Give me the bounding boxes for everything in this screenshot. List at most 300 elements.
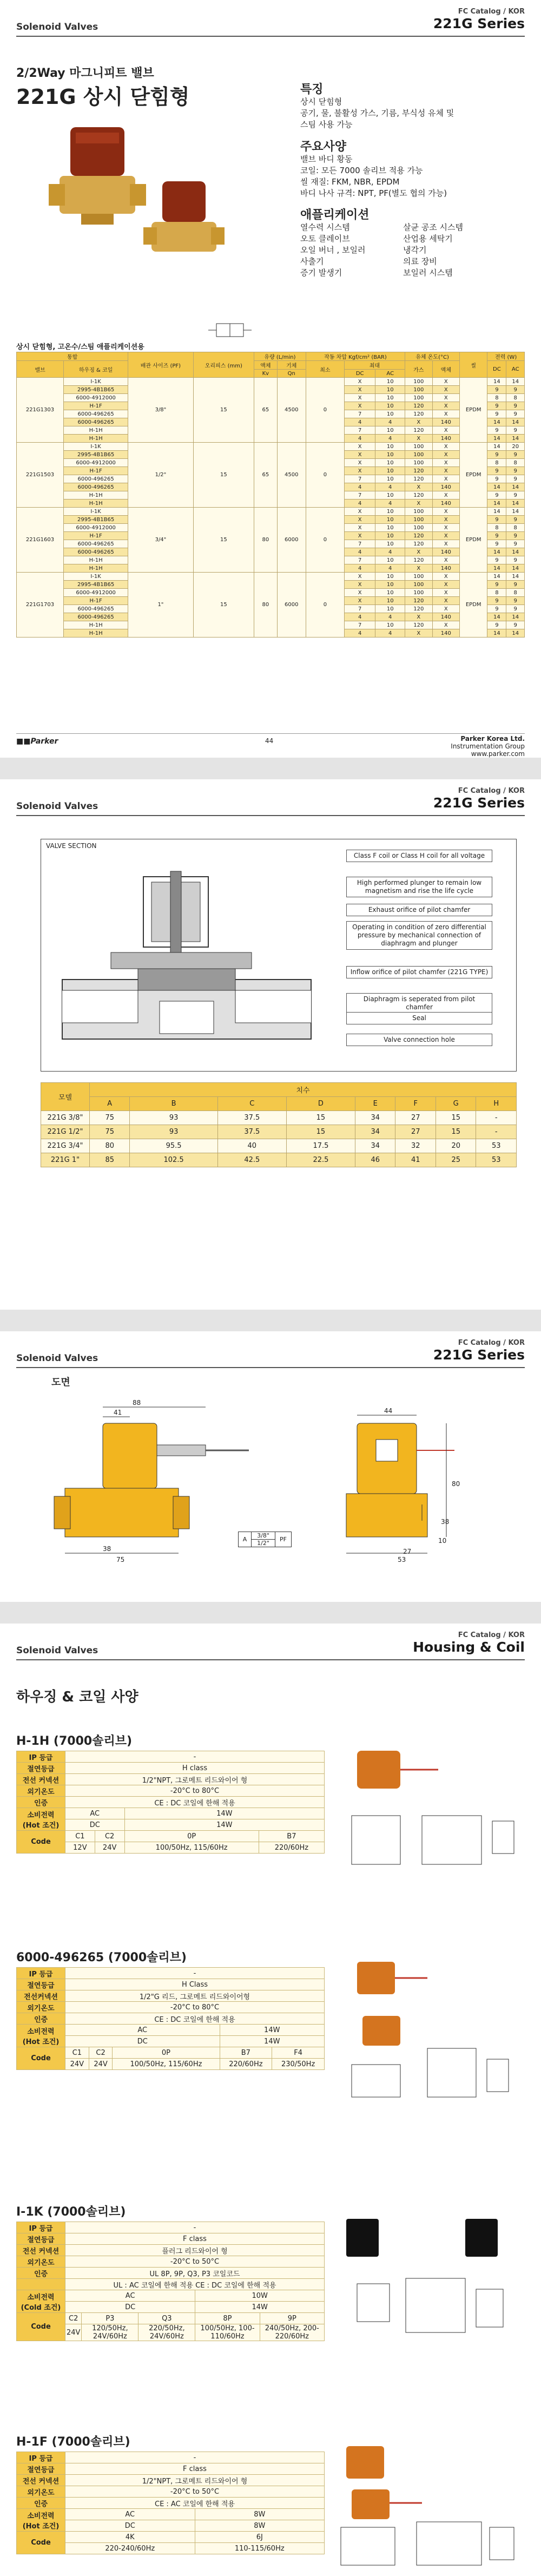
temp-gas: 120 — [405, 467, 433, 475]
max-ac: 4 — [375, 500, 405, 508]
power-dc: 9 — [487, 402, 506, 410]
dim-value: 25 — [436, 1153, 476, 1167]
power-label: 소비전력 (Cold 조건) — [17, 2290, 65, 2313]
header-rule — [16, 1659, 525, 1660]
temp-liquid: X — [432, 516, 460, 524]
power-value: 14W — [220, 2036, 324, 2047]
port-inset-table — [238, 1532, 292, 1547]
housing-coil: 6000-496265 — [63, 483, 128, 491]
housing-coil: H-1H — [63, 629, 128, 638]
dim-value: 40 — [217, 1139, 286, 1153]
max-ac: 10 — [375, 491, 405, 500]
dim-th-size: 치수 — [90, 1083, 517, 1097]
max-ac: 10 — [375, 459, 405, 467]
temp-liquid: X — [432, 491, 460, 500]
seal: EPDM — [460, 378, 487, 443]
coil-title-h1h: H-1H (7000솔리브) — [16, 1734, 133, 1748]
max-dc: 7 — [344, 426, 375, 435]
header-catalog: FC Catalog / KOR — [458, 8, 525, 16]
housing-coil: 6000-496265 — [63, 540, 128, 548]
th-orifice: 오리피스 (mm) — [193, 352, 254, 378]
max-dc: X — [344, 516, 375, 524]
power-ac: 9 — [506, 581, 525, 589]
temp-gas: 100 — [405, 443, 433, 451]
page-3 — [0, 1331, 541, 1602]
valve-photo — [49, 116, 243, 257]
code-id: Q3 — [138, 2313, 195, 2324]
max-dc: X — [344, 589, 375, 597]
code-label: Code — [17, 2532, 65, 2554]
max-dc: X — [344, 573, 375, 581]
th-liq: 액체 — [432, 361, 460, 378]
seal: EPDM — [460, 443, 487, 508]
coil-row — [17, 1797, 325, 1808]
header-right — [413, 1631, 525, 1655]
footer-company — [451, 735, 525, 758]
temp-gas: 100 — [405, 589, 433, 597]
max-dc: X — [344, 378, 375, 386]
temp-liquid: X — [432, 621, 460, 629]
code-voltage: 110-115/60Hz — [195, 2543, 325, 2554]
max-ac: 4 — [375, 483, 405, 491]
temp-gas: X — [405, 500, 433, 508]
housing-coil: 6000-496265 — [63, 605, 128, 613]
coil-label: 외기온도 — [17, 1785, 65, 1797]
power-dc: 9 — [487, 532, 506, 540]
flow-kv: 80 — [254, 508, 278, 573]
th-model: 통합 — [17, 352, 128, 361]
coil-label: 외기온도 — [17, 2486, 65, 2498]
power-ac: 14 — [506, 548, 525, 556]
power-ac: 14 — [506, 629, 525, 638]
housing-coil: 6000-4912000 — [63, 524, 128, 532]
page-gap — [0, 1602, 541, 1624]
housing-coil: H-1F — [63, 597, 128, 605]
min-pressure: 0 — [306, 378, 344, 443]
code-id: C2 — [89, 2047, 113, 2059]
power-ac: 8 — [506, 589, 525, 597]
power-ac: 14 — [506, 483, 525, 491]
header-catalog: FC Catalog / KOR — [458, 1339, 525, 1347]
coil-label — [17, 2279, 65, 2290]
coil-value: - — [65, 1751, 325, 1763]
coil-value: -20°C to 80°C — [65, 1785, 325, 1797]
power-ac: 9 — [506, 386, 525, 394]
dimension-table — [41, 1082, 517, 1167]
power-ac: 14 — [506, 500, 525, 508]
power-dc: 9 — [487, 605, 506, 613]
coil-page-title: 하우징 & 코일 사양 — [16, 1689, 138, 1705]
coil-title-6000: 6000-496265 (7000솔리브) — [16, 1951, 187, 1964]
power-dc: 9 — [487, 597, 506, 605]
power-type: AC — [65, 2290, 195, 2302]
temp-gas: 100 — [405, 386, 433, 394]
table-row — [17, 573, 525, 581]
housing-coil: 6000-496265 — [63, 613, 128, 621]
code-voltage: 120/50Hz, 24V/60Hz — [82, 2324, 138, 2341]
housing-coil: 6000-4912000 — [63, 394, 128, 402]
max-ac: 10 — [375, 581, 405, 589]
temp-liquid: X — [432, 573, 460, 581]
code-voltage: 240/50Hz, 200-220/60Hz — [260, 2324, 324, 2341]
header-series: Housing & Coil — [413, 1639, 525, 1655]
flow-qn: 4500 — [277, 378, 306, 443]
power-dc: 14 — [487, 508, 506, 516]
code-voltage: 220/50Hz, 24V/60Hz — [138, 2324, 195, 2341]
callout-coil: Class F coil or Class H coil for all voltage — [346, 850, 492, 862]
power-dc: 9 — [487, 410, 506, 418]
max-ac: 10 — [375, 410, 405, 418]
dimension-table-body — [41, 1111, 517, 1167]
coil-label: 전선커넥션 — [17, 1990, 65, 2002]
code-voltage: 24V — [65, 2059, 89, 2070]
port-size: 3/4" — [128, 508, 193, 573]
coil-value: CE : AC 코일에 한해 적용 — [65, 2498, 325, 2509]
coil-row — [17, 1751, 325, 1763]
power-value: 14W — [195, 2302, 325, 2313]
dim-value: 80 — [90, 1139, 130, 1153]
max-dc: X — [344, 443, 375, 451]
th-gas: 가스 — [405, 361, 433, 378]
flow-kv: 65 — [254, 443, 278, 508]
page-4 — [0, 1624, 541, 2576]
max-dc: 7 — [344, 491, 375, 500]
temp-gas: X — [405, 548, 433, 556]
dim-th-d: D — [286, 1097, 355, 1111]
power-ac: 9 — [506, 597, 525, 605]
header-left: Solenoid Valves — [16, 22, 98, 32]
coil-value: -20°C to 80°C — [65, 2002, 325, 2013]
temp-gas: 120 — [405, 605, 433, 613]
max-ac: 10 — [375, 532, 405, 540]
coil-value: F class — [65, 2463, 325, 2475]
code-id: C2 — [65, 2313, 82, 2324]
max-ac: 10 — [375, 402, 405, 410]
max-ac: 4 — [375, 613, 405, 621]
temp-liquid: X — [432, 451, 460, 459]
coil-label: 인증 — [17, 1797, 65, 1808]
temp-liquid: X — [432, 475, 460, 483]
coil-value: -20°C to 50°C — [65, 2256, 325, 2268]
power-ac: 8 — [506, 394, 525, 402]
max-ac: 10 — [375, 589, 405, 597]
dim-80: 80 — [452, 1480, 460, 1488]
housing-coil: H-1H — [63, 500, 128, 508]
max-ac: 4 — [375, 564, 405, 573]
housing-coil: H-1F — [63, 402, 128, 410]
header-series: 221G Series — [433, 16, 525, 31]
orifice: 15 — [193, 378, 254, 443]
temp-liquid: X — [432, 532, 460, 540]
power-dc: 9 — [487, 540, 506, 548]
header-left: Solenoid Valves — [16, 801, 98, 812]
code-id: C1 — [65, 1831, 95, 1842]
power-dc: 9 — [487, 426, 506, 435]
power-type: AC — [65, 2025, 220, 2036]
flow-qn: 6000 — [277, 573, 306, 638]
temp-liquid: X — [432, 556, 460, 564]
temp-liquid: X — [432, 402, 460, 410]
page-number: 44 — [265, 737, 274, 745]
dim-value: 93 — [130, 1125, 217, 1139]
power-dc: 14 — [487, 629, 506, 638]
coil-value: CE : DC 코일에 한해 적용 — [65, 2013, 325, 2025]
max-dc: X — [344, 459, 375, 467]
page-2 — [0, 779, 541, 1310]
code-voltage: 24V — [65, 2324, 82, 2341]
feature-item: 공기, 물, 불활성 가스, 기름, 부식성 유체 및 — [300, 108, 454, 118]
th-water: 액체 — [254, 361, 278, 370]
coil-row — [17, 2532, 325, 2543]
code-voltage: 12V — [65, 1842, 95, 1854]
coil-row — [17, 1831, 325, 1842]
code-voltage: 220-240/60Hz — [65, 2543, 195, 2554]
coil-row — [17, 2486, 325, 2498]
coil-value: - — [65, 1968, 325, 1979]
valve-symbol-icon — [206, 319, 254, 341]
coil-label: 전선 커넥션 — [17, 2245, 65, 2256]
temp-liquid: 140 — [432, 435, 460, 443]
temp-liquid: 140 — [432, 500, 460, 508]
max-ac: 10 — [375, 386, 405, 394]
housing-coil: I-1K — [63, 378, 128, 386]
coil-row — [17, 1808, 325, 1819]
max-dc: X — [344, 394, 375, 402]
coil-row — [17, 2279, 325, 2290]
inset-v2: 1/2" — [252, 1540, 275, 1547]
inset-pf: PF — [275, 1532, 292, 1547]
app-item: 오토 클레이브 — [300, 234, 350, 244]
max-ac: 10 — [375, 597, 405, 605]
power-dc: 14 — [487, 500, 506, 508]
temp-liquid: X — [432, 459, 460, 467]
max-dc: X — [344, 467, 375, 475]
power-dc: 8 — [487, 394, 506, 402]
power-dc: 9 — [487, 516, 506, 524]
spec-item: 바디 나사 규격: NPT, PF(별도 협의 가능) — [300, 188, 447, 198]
coil-title-i1k: I-1K (7000솔리브) — [16, 2205, 126, 2219]
app-item: 열수력 시스템 — [300, 222, 350, 232]
housing-coil: 2995-4B1B65 — [63, 451, 128, 459]
dim-value: 41 — [395, 1153, 436, 1167]
header-catalog: FC Catalog / KOR — [458, 1631, 525, 1639]
temp-liquid: 140 — [432, 629, 460, 638]
th-temp: 유체 온도(°C) — [405, 352, 460, 361]
power-dc: 9 — [487, 475, 506, 483]
temp-liquid: X — [432, 605, 460, 613]
power-ac: 14 — [506, 378, 525, 386]
power-value: 14W — [124, 1819, 324, 1831]
dim-value: 75 — [90, 1111, 130, 1125]
dim-value: 85 — [90, 1153, 130, 1167]
coil-title-h1f: H-1F (7000솔리브) — [16, 2435, 130, 2449]
power-ac: 14 — [506, 418, 525, 426]
power-dc: 9 — [487, 491, 506, 500]
power-dc: 9 — [487, 451, 506, 459]
spec-table-body — [17, 378, 525, 638]
coil-row — [17, 2290, 325, 2302]
coil-value: UL 8P, 9P, Q3, P3 코일코드 — [65, 2268, 325, 2279]
app-item: 살균 공조 시스템 — [403, 222, 463, 232]
coil-label: IP 등급 — [17, 2452, 65, 2463]
callout-diaphragm: Diaphragm is seperated from pilot chamfer — [346, 993, 492, 1014]
power-dc: 9 — [487, 621, 506, 629]
coil-row — [17, 1990, 325, 2002]
callout-inflow: Inflow orifice of pilot chamfer (221G TYPE) — [346, 966, 492, 978]
power-ac: 20 — [506, 443, 525, 451]
housing-coil: H-1H — [63, 564, 128, 573]
power-ac: 9 — [506, 621, 525, 629]
temp-liquid: X — [432, 410, 460, 418]
valve-model: 221G1703 — [17, 573, 64, 638]
dim-value: 46 — [355, 1153, 395, 1167]
th-seal: 씰 — [460, 352, 487, 378]
code-voltage: 24V — [95, 1842, 124, 1854]
parker-logo: ■■Parker — [16, 737, 58, 746]
th-maxp: 작동 차압 Kgf/cm² (BAR) — [306, 352, 405, 361]
th-maxlbl: 최대 — [344, 361, 405, 370]
housing-coil: 6000-496265 — [63, 418, 128, 426]
max-ac: 10 — [375, 573, 405, 581]
code-id: 0P — [113, 2047, 220, 2059]
port-size: 3/8" — [128, 378, 193, 443]
power-ac: 9 — [506, 532, 525, 540]
housing-coil: I-1K — [63, 508, 128, 516]
power-dc: 8 — [487, 459, 506, 467]
dim-value: 42.5 — [217, 1153, 286, 1167]
feature-item: 스팀 사용 가능 — [300, 120, 353, 129]
temp-liquid: X — [432, 524, 460, 532]
max-dc: 4 — [344, 418, 375, 426]
header-catalog: FC Catalog / KOR — [458, 787, 525, 795]
seal: EPDM — [460, 508, 487, 573]
table-row — [41, 1153, 517, 1167]
th-dc: DC — [344, 370, 375, 378]
max-dc: X — [344, 581, 375, 589]
orifice: 15 — [193, 508, 254, 573]
dim-value: 32 — [395, 1139, 436, 1153]
orifice: 15 — [193, 573, 254, 638]
page-1 — [0, 0, 541, 758]
power-value: 8W — [195, 2520, 325, 2532]
coil-table-6000 — [16, 1967, 325, 2070]
dim-value: - — [476, 1125, 517, 1139]
dim-model: 221G 3/8" — [41, 1111, 90, 1125]
coil-table-h1f — [16, 2452, 325, 2554]
coil-label: 외기온도 — [17, 2002, 65, 2013]
dim-th-b: B — [130, 1097, 217, 1111]
power-dc: 14 — [487, 443, 506, 451]
housing-coil: 2995-4B1B65 — [63, 516, 128, 524]
max-dc: X — [344, 386, 375, 394]
coil-label: 절연등급 — [17, 1979, 65, 1990]
temp-liquid: 140 — [432, 483, 460, 491]
power-dc: 14 — [487, 378, 506, 386]
header-series: 221G Series — [433, 795, 525, 811]
power-ac: 9 — [506, 491, 525, 500]
coil-row — [17, 1979, 325, 1990]
feature-item: 상시 닫힘형 — [300, 97, 342, 107]
max-dc: X — [344, 532, 375, 540]
power-ac: 9 — [506, 402, 525, 410]
power-ac: 9 — [506, 426, 525, 435]
housing-coil: H-1H — [63, 556, 128, 564]
housing-coil: 6000-496265 — [63, 548, 128, 556]
power-ac: 9 — [506, 410, 525, 418]
coil-label: 인증 — [17, 2498, 65, 2509]
features-list — [300, 96, 454, 130]
coil-label: IP 등급 — [17, 2222, 65, 2233]
coil-image-6000 — [346, 1956, 519, 2102]
power-type: DC — [65, 2520, 195, 2532]
max-dc: 7 — [344, 475, 375, 483]
power-dc: 8 — [487, 589, 506, 597]
power-dc: 9 — [487, 386, 506, 394]
min-pressure: 0 — [306, 443, 344, 508]
dim-75: 75 — [116, 1556, 125, 1563]
temp-gas: X — [405, 629, 433, 638]
spec-item: 밸브 바디 황동 — [300, 154, 353, 164]
coil-label: 인증 — [17, 2268, 65, 2279]
dim-value: 93 — [130, 1111, 217, 1125]
temp-gas: 100 — [405, 459, 433, 467]
flow-qn: 4500 — [277, 443, 306, 508]
temp-gas: 100 — [405, 524, 433, 532]
coil-row — [17, 2498, 325, 2509]
power-type: DC — [65, 2036, 220, 2047]
header-left: Solenoid Valves — [16, 1353, 98, 1364]
table-row — [41, 1125, 517, 1139]
max-ac: 4 — [375, 418, 405, 426]
callout-seal: Seal — [346, 1012, 492, 1024]
th-air: 기체 — [277, 361, 306, 370]
table-row — [17, 378, 525, 386]
page-gap — [0, 758, 541, 779]
code-label: Code — [17, 2313, 65, 2341]
housing-coil: 6000-4912000 — [63, 459, 128, 467]
coil-value: -20°C to 50°C — [65, 2486, 325, 2498]
temp-liquid: 140 — [432, 548, 460, 556]
housing-coil: H-1F — [63, 532, 128, 540]
header-series: 221G Series — [433, 1347, 525, 1363]
spec-item: 코일: 모든 7000 솔리브 적용 가능 — [300, 166, 423, 175]
coil-row — [17, 2313, 325, 2324]
header-rule — [16, 1367, 525, 1368]
power-dc: 14 — [487, 435, 506, 443]
power-dc: 14 — [487, 573, 506, 581]
coil-row — [17, 2452, 325, 2463]
dim-value: 20 — [436, 1139, 476, 1153]
housing-coil: I-1K — [63, 573, 128, 581]
coil-label: 절연등급 — [17, 2233, 65, 2245]
temp-liquid: X — [432, 467, 460, 475]
dim-value: 22.5 — [286, 1153, 355, 1167]
dim-88: 88 — [133, 1399, 141, 1407]
housing-coil: 6000-4912000 — [63, 589, 128, 597]
coil-row — [17, 2268, 325, 2279]
coil-label: 외기온도 — [17, 2256, 65, 2268]
dim-44: 44 — [384, 1407, 393, 1415]
footer-rule — [16, 733, 525, 734]
max-ac: 10 — [375, 508, 405, 516]
housing-coil: 6000-496265 — [63, 475, 128, 483]
company-web: www.parker.com — [471, 750, 525, 758]
dim-th-g: G — [436, 1097, 476, 1111]
port-size: 1" — [128, 573, 193, 638]
dim-value: 102.5 — [130, 1153, 217, 1167]
spec-item: 씰 재질: FKM, NBR, EPDM — [300, 177, 400, 187]
spec-table — [16, 352, 525, 638]
